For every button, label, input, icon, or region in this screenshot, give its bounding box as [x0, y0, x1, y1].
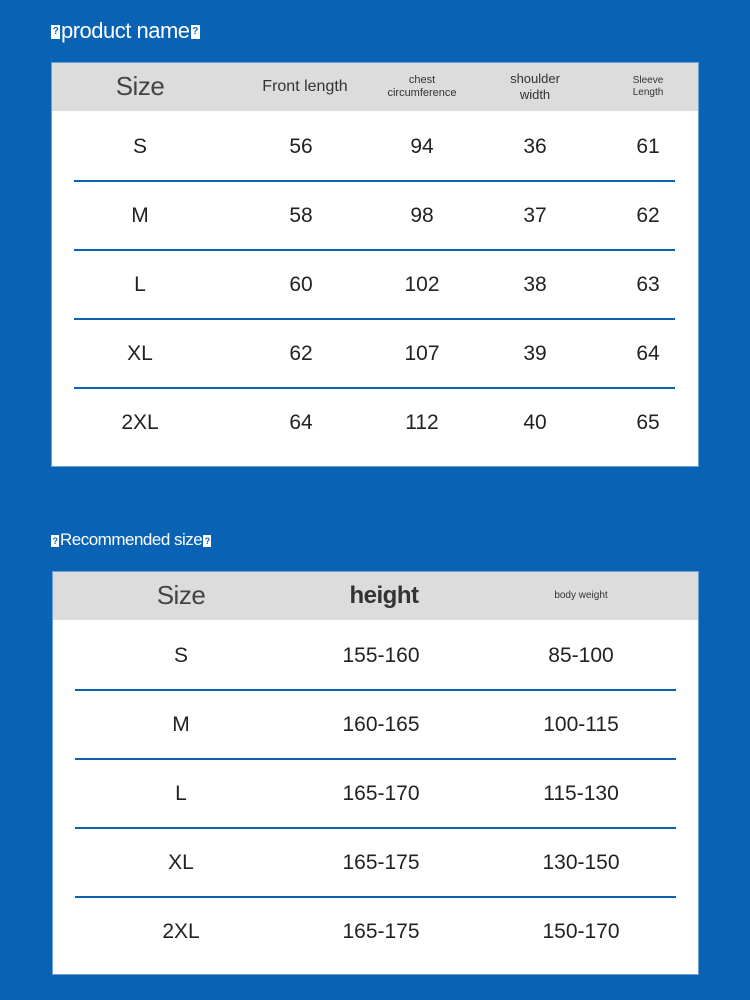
- cell-sleeve: 65: [636, 410, 660, 434]
- cell-size: 2XL: [162, 919, 200, 943]
- cell-weight: 150-170: [542, 919, 620, 943]
- cell-size: L: [134, 272, 146, 296]
- cell-height: 160-165: [342, 712, 420, 736]
- table-row: [52, 181, 698, 250]
- table-row: [52, 250, 698, 319]
- header-chest-line2: circumference: [387, 87, 457, 99]
- cell-height: 165-175: [342, 919, 420, 943]
- bracket-left-icon: ?: [52, 26, 59, 38]
- header-chest-line1: chest: [408, 73, 436, 86]
- cell-size: L: [175, 781, 187, 805]
- recommended-size-table: [53, 572, 698, 974]
- cell-shoulder: 36: [523, 134, 547, 158]
- cell-height: 165-170: [342, 781, 420, 805]
- size-chart-header: [52, 63, 698, 111]
- cell-chest: 102: [404, 272, 440, 296]
- table-row: [52, 319, 698, 388]
- cell-shoulder: 37: [523, 203, 547, 227]
- cell-front-length: 58: [289, 203, 313, 227]
- cell-size: XL: [127, 341, 153, 365]
- cell-front-length: 64: [289, 410, 313, 434]
- size-chart-title: [50, 18, 201, 44]
- header-size: Size: [156, 580, 206, 611]
- header-sleeve-line1: Sleeve: [632, 75, 664, 86]
- cell-size: M: [131, 203, 149, 227]
- bracket-right-icon: ?: [192, 26, 198, 38]
- cell-size: S: [132, 134, 148, 158]
- cell-size: M: [172, 712, 190, 736]
- header-height: height: [349, 581, 419, 609]
- cell-weight: 85-100: [548, 643, 614, 667]
- recommended-size-title-text: Recommended size: [60, 530, 203, 549]
- cell-height: 165-175: [342, 850, 420, 874]
- bracket-right-icon: ?: [204, 535, 210, 546]
- cell-size: S: [173, 643, 189, 667]
- header-shoulder: [510, 63, 560, 111]
- size-chart-title-text: product name: [61, 18, 190, 43]
- cell-weight: 100-115: [543, 712, 619, 736]
- header-chest: [387, 63, 456, 111]
- cell-shoulder: 38: [523, 272, 547, 296]
- cell-sleeve: 64: [636, 341, 660, 365]
- header-shoulder-line1: shoulder: [510, 71, 560, 87]
- cell-weight: 115-130: [543, 781, 619, 805]
- cell-chest: 107: [404, 341, 440, 365]
- cell-front-length: 60: [289, 272, 313, 296]
- header-size: Size: [115, 71, 165, 102]
- cell-size: XL: [168, 850, 194, 874]
- table-row: [53, 759, 698, 828]
- header-body-weight: body weight: [554, 590, 608, 601]
- header-sleeve: [633, 63, 664, 111]
- cell-weight: 130-150: [542, 850, 620, 874]
- table-row: [52, 388, 698, 457]
- cell-sleeve: 63: [636, 272, 660, 296]
- cell-sleeve: 62: [636, 203, 660, 227]
- table-row: [53, 621, 698, 690]
- cell-shoulder: 39: [523, 341, 547, 365]
- cell-chest: 94: [410, 134, 434, 158]
- cell-shoulder: 40: [523, 410, 547, 434]
- header-sleeve-line2: Length: [632, 87, 664, 98]
- size-chart-table: [52, 63, 698, 466]
- cell-chest: 98: [410, 203, 434, 227]
- bracket-left-icon: ?: [52, 535, 58, 546]
- cell-front-length: 62: [289, 341, 313, 365]
- table-row: [53, 690, 698, 759]
- cell-front-length: 56: [289, 134, 313, 158]
- table-row: [53, 828, 698, 897]
- recommended-size-title: [50, 530, 212, 550]
- cell-height: 155-160: [342, 643, 420, 667]
- recommended-header: [53, 572, 698, 620]
- cell-chest: 112: [405, 410, 439, 434]
- table-row: [52, 112, 698, 181]
- table-row: [53, 897, 698, 966]
- cell-sleeve: 61: [636, 134, 660, 158]
- header-front-length: Front length: [262, 78, 348, 96]
- header-shoulder-line2: width: [519, 87, 551, 102]
- cell-size: 2XL: [121, 410, 159, 434]
